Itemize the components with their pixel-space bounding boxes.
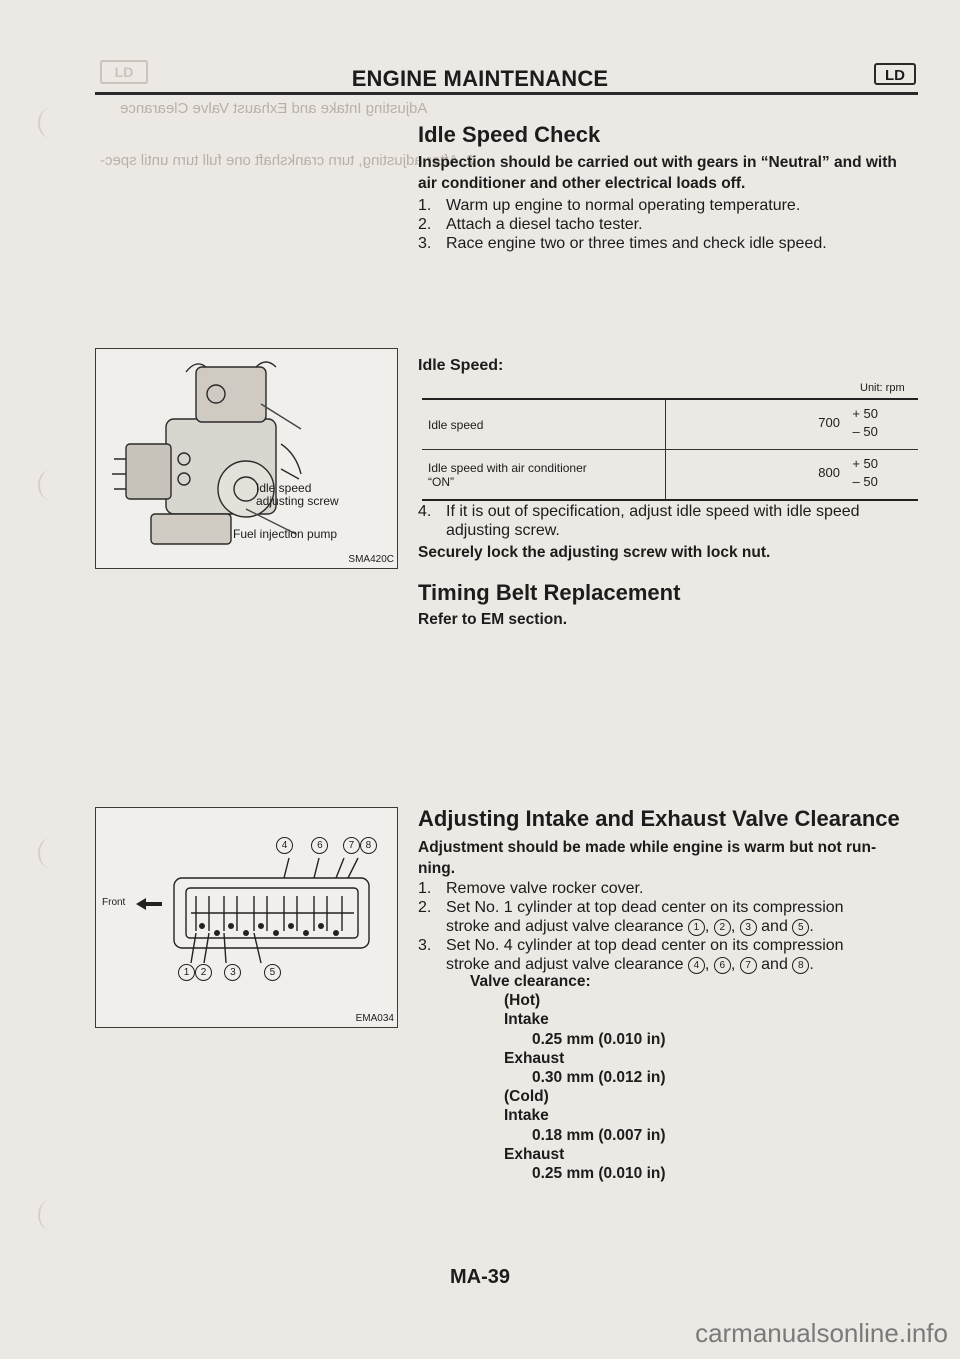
watermark: carmanualsonline.info [695, 1318, 948, 1348]
step-item: 2. Attach a diesel tacho tester. [418, 216, 643, 233]
idle-speed-check-heading: Idle Speed Check [418, 122, 601, 147]
bottom-valve-marks: 1 2 3 5 [178, 963, 281, 981]
step-item: 3. Race engine two or three times and check idle speed. [418, 235, 827, 252]
ghost-text: 2. After adjusting, turn crankshaft one full turn until spec- [100, 152, 475, 169]
step-4: 4. If it is out of specification, adjust idle speed with idle speed adjusting screw. [418, 503, 860, 539]
figure-id: EMA034 [355, 1013, 394, 1024]
table-cell-value: 800 + 50 – 50 [818, 456, 878, 489]
punch-hole [38, 1200, 62, 1230]
table-unit: Unit: rpm [860, 382, 905, 394]
table-cell-label: Idle speed [422, 400, 666, 449]
table-row [422, 449, 918, 499]
figure-id: SMA420C [348, 554, 394, 565]
table-cell-label: Idle speed with air conditioner “ON” [422, 450, 666, 499]
fuel-injection-pump-figure [95, 348, 398, 569]
top-valve-marks: 4 6 7 8 [276, 836, 377, 854]
valve-steps [418, 879, 918, 974]
section-badge-ghost: LD [100, 60, 148, 84]
punch-hole [38, 470, 62, 500]
front-label: Front [102, 897, 126, 908]
idle-speed-table-title: Idle Speed: [418, 357, 504, 374]
step-item: 2. Set No. 1 cylinder at top dead center on its compression stroke and adjust valve clearance 1 , 2 , 3 and 5 . [418, 899, 844, 935]
pump-label: Fuel injection pump [233, 527, 338, 541]
section-badge: LD [874, 63, 916, 85]
punch-hole [38, 108, 62, 138]
step-item: 1. Remove valve rocker cover. [418, 880, 644, 897]
step-item: 3. Set No. 4 cylinder at top dead center on its compression stroke and adjust valve clearance 4 , 6 , 7 and 8 . [418, 937, 844, 973]
timing-belt-heading: Timing Belt Replacement [418, 580, 681, 605]
idle-screw-label: Idle speed adjusting screw [256, 481, 339, 508]
valve-layout-figure [95, 807, 398, 1028]
header-rule [95, 92, 918, 95]
page-number: MA-39 [449, 1266, 510, 1288]
idle-speed-lead: Inspection should be carried out with gears in “Neutral” and with air conditioner and other electrical loads off. [418, 154, 897, 192]
idle-speed-table [422, 398, 918, 501]
valve-clearance-heading: Adjusting Intake and Exhaust Valve Clearance [418, 806, 900, 831]
punch-hole [38, 838, 62, 868]
table-cell-value: 700 + 50 – 50 [818, 406, 878, 439]
ghost-text: Adjusting Intake and Exhaust Valve Clearance [120, 100, 428, 117]
lock-nut-note: Securely lock the adjusting screw with lock nut. [418, 544, 771, 561]
timing-belt-text: Refer to EM section. [418, 611, 567, 628]
table-row [422, 400, 918, 449]
page-header-title: ENGINE MAINTENANCE [351, 66, 609, 91]
idle-steps [418, 196, 918, 253]
valve-lead: Adjustment should be made while engine is warm but not run- ning. [418, 839, 877, 877]
step-item: 1. Warm up engine to normal operating temperature. [418, 197, 801, 214]
valve-clearance-spec: Valve clearance: (Hot) Intake 0.25 mm (0.010 in) Exhaust 0.30 mm (0.012 in) (Cold) Intake 0.18 mm (0.007 in) Exhaust 0.25 mm (0.010 in) [470, 973, 666, 1183]
